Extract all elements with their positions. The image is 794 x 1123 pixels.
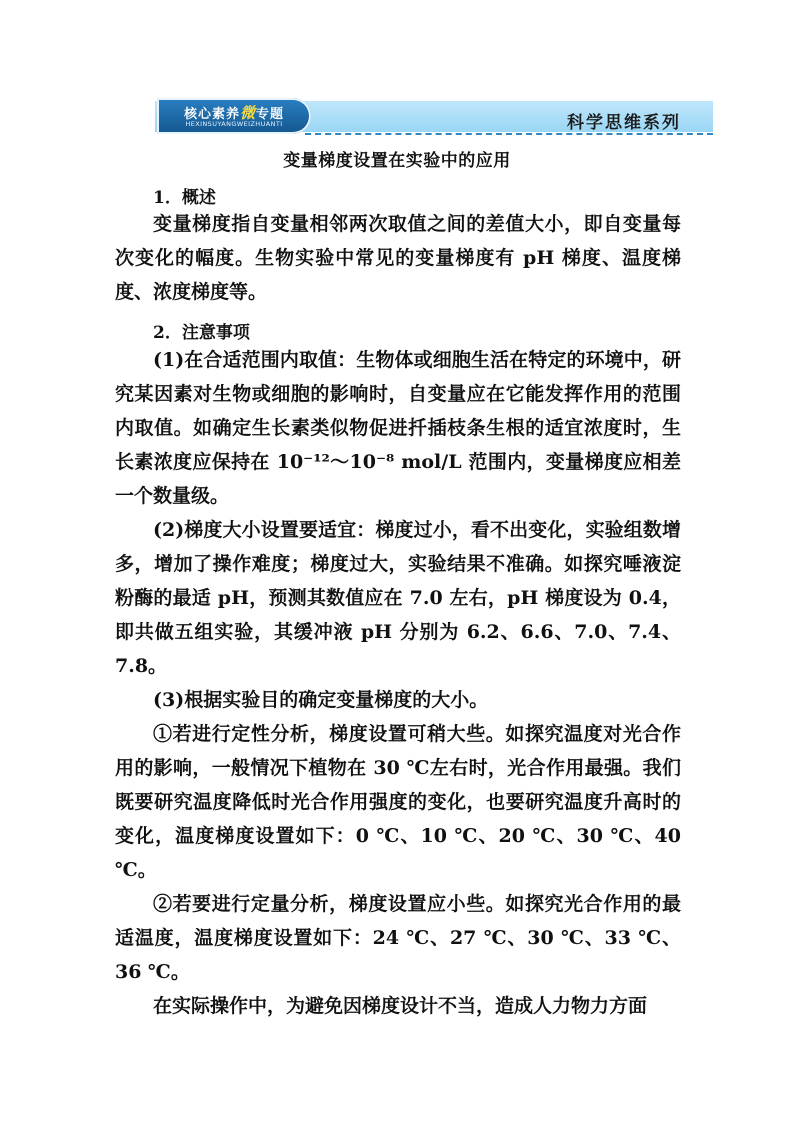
badge-suffix: 专题	[256, 107, 285, 122]
badge-pinyin: HEXINSUYANGWEIZHUANTI	[185, 120, 283, 128]
item2-paragraph: (2)梯度大小设置要适宜：梯度过小，看不出变化，实验组数增多，增加了操作难度；梯度过大，实验结果不准确。如探究唾液淀粉酶的最适 pH，预测其数值应在 7.0 左右，pH 梯度设为 0.4，即共做五组实验，其缓冲液 pH 分别为 6.2、6.6、7.0、7.4、7.8。	[115, 519, 681, 677]
article-title: 变量梯度设置在实验中的应用	[283, 151, 511, 171]
item1-paragraph: (1)在合适范围内取值：生物体或细胞生活在特定的环境中，研究某因素对生物或细胞的影响时，自变量应在它能发挥作用的范围内取值。如确定生长素类似物促进扦插枝条生根的适宜浓度时，生长素浓度应保持在 10⁻¹²～10⁻⁸ mol/L 范围内，变量梯度应相差一个数量级。	[115, 349, 681, 507]
badge-accent: 微	[239, 104, 256, 122]
section2-heading: 2．注意事项	[153, 323, 250, 343]
series-banner	[155, 98, 713, 136]
badge-prefix: 核心素养	[183, 107, 240, 122]
topic-badge	[157, 98, 311, 134]
section1-heading: 1．概述	[153, 188, 216, 208]
item3a-paragraph: ①若进行定性分析，梯度设置可稍大些。如探究温度对光合作用的影响，一般情况下植物在 30 ℃左右时，光合作用最强。我们既要研究温度降低时光合作用强度的变化，也要研究温度升高时的变化，温度梯度设置如下：0 ℃、10 ℃、20 ℃、30 ℃、40 ℃。	[115, 723, 681, 881]
banner-dashed-line	[305, 133, 713, 135]
section1-paragraph: 变量梯度指自变量相邻两次取值之间的差值大小，即自变量每次变化的幅度。生物实验中常见的变量梯度有 pH 梯度、温度梯度、浓度梯度等。	[115, 213, 681, 303]
item3-paragraph: (3)根据实验目的确定变量梯度的大小。	[153, 689, 489, 711]
item3b-paragraph: ②若要进行定量分析，梯度设置应小些。如探究光合作用的最适温度，温度梯度设置如下：24 ℃、27 ℃、30 ℃、33 ℃、36 ℃。	[115, 893, 681, 983]
series-title: 科学思维系列	[567, 113, 681, 133]
closing-paragraph: 在实际操作中，为避免因梯度设计不当，造成人力物力方面	[153, 995, 648, 1017]
